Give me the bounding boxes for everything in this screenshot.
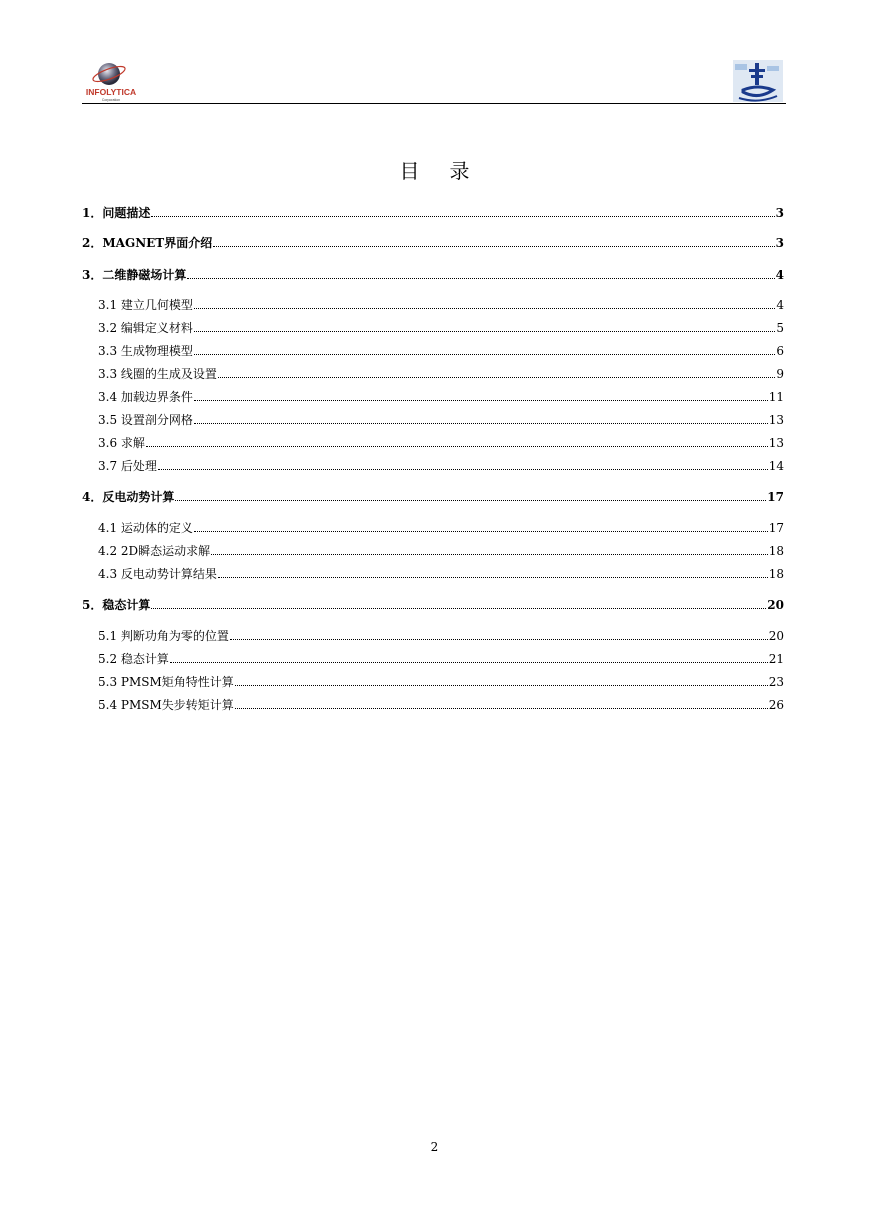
toc-entry[interactable]	[82, 698, 784, 712]
toc-entry[interactable]	[82, 629, 784, 643]
toc-entry-label: 3.6 求解	[98, 436, 145, 450]
toc-entry-page: 18	[768, 544, 784, 558]
toc-entry-label: 5．稳态计算	[82, 598, 151, 612]
toc-entry-page: 21	[768, 652, 784, 666]
toc-dot-leader	[194, 308, 775, 309]
logo-text: INFOLYTICA	[85, 87, 137, 97]
toc-entry-page: 13	[768, 436, 784, 450]
toc-entry-label: 3.7 后处理	[98, 459, 157, 473]
logo-subtext: Corporation	[101, 98, 121, 102]
toc-entry[interactable]	[82, 268, 784, 282]
toc-entry[interactable]	[82, 390, 784, 404]
toc-entry-label: 2．MAGNET界面介绍	[82, 236, 213, 250]
toc-entry-page: 13	[768, 413, 784, 427]
toc-entry-label: 4.2 2D瞬态运动求解	[98, 544, 211, 558]
toc-dot-leader	[158, 469, 768, 470]
infolytica-logo	[82, 60, 140, 102]
toc-entry[interactable]	[82, 490, 784, 504]
toc-dot-leader	[175, 500, 766, 501]
toc-dot-leader	[187, 278, 774, 279]
toc-entry-page: 17	[768, 521, 784, 535]
toc-dot-leader	[218, 577, 768, 578]
toc-entry-label: 3.4 加载边界条件	[98, 390, 193, 404]
toc-entry-label: 3.1 建立几何模型	[98, 298, 193, 312]
toc-entry-page: 23	[768, 675, 784, 689]
toc-entry[interactable]	[82, 298, 784, 312]
toc-dot-leader	[235, 708, 768, 709]
toc-dot-leader	[146, 446, 768, 447]
toc-entry[interactable]	[82, 436, 784, 450]
university-emblem	[733, 60, 783, 102]
toc-entry-page: 9	[776, 367, 784, 381]
toc-entry[interactable]	[82, 652, 784, 666]
toc-entry[interactable]	[82, 544, 784, 558]
toc-entry[interactable]	[82, 598, 784, 612]
toc-entry-label: 1．问题描述	[82, 206, 151, 220]
toc-entry-label: 4.1 运动体的定义	[98, 521, 193, 535]
toc-entry-label: 3.3 线圈的生成及设置	[98, 367, 217, 381]
toc-dot-leader	[211, 554, 768, 555]
toc-dot-leader	[194, 531, 768, 532]
toc-dot-leader	[235, 685, 768, 686]
toc-dot-leader	[151, 216, 774, 217]
toc-entry-page: 3	[775, 206, 784, 220]
toc-entry-label: 4．反电动势计算	[82, 490, 175, 504]
toc-entry-page: 5	[776, 321, 784, 335]
toc-entry[interactable]	[82, 236, 784, 250]
page-title: 目录	[399, 159, 500, 183]
toc-entry-page: 4	[776, 298, 784, 312]
university-emblem-icon	[733, 60, 783, 102]
toc-dot-leader	[194, 400, 768, 401]
toc-entry-page: 17	[767, 490, 784, 504]
toc-dot-leader	[170, 662, 768, 663]
toc-entry-page: 6	[776, 344, 784, 358]
toc-entry[interactable]	[82, 321, 784, 335]
toc-entry-page: 18	[768, 567, 784, 581]
toc-entry[interactable]	[82, 567, 784, 581]
toc-entry-page: 4	[775, 268, 784, 282]
toc-entry-page: 14	[768, 459, 784, 473]
toc-entry[interactable]	[82, 344, 784, 358]
toc-dot-leader	[230, 639, 768, 640]
toc-entry-label: 3．二维静磁场计算	[82, 268, 187, 282]
toc-entry[interactable]	[82, 206, 784, 220]
toc-dot-leader	[151, 608, 766, 609]
toc-entry-label: 3.2 编辑定义材料	[98, 321, 193, 335]
toc-entry-label: 3.5 设置剖分网格	[98, 413, 193, 427]
toc-entry-label: 5.2 稳态计算	[98, 652, 169, 666]
toc-entry-page: 11	[768, 390, 784, 404]
toc-entry[interactable]	[82, 459, 784, 473]
page-number: 2	[430, 1140, 439, 1154]
toc-entry-page: 20	[768, 629, 784, 643]
toc-entry[interactable]	[82, 521, 784, 535]
toc-dot-leader	[194, 423, 768, 424]
toc-dot-leader	[213, 246, 774, 247]
toc-dot-leader	[218, 377, 775, 378]
toc-entry[interactable]	[82, 413, 784, 427]
toc-entry[interactable]	[82, 367, 784, 381]
toc-entry[interactable]	[82, 675, 784, 689]
toc-entry-label: 5.1 判断功角为零的位置	[98, 629, 229, 643]
sphere-logo-icon	[82, 60, 140, 102]
toc-entry-label: 5.3 PMSM矩角特性计算	[98, 675, 234, 689]
toc-dot-leader	[194, 331, 775, 332]
toc-entry-label: 3.3 生成物理模型	[98, 344, 193, 358]
toc-entry-label: 5.4 PMSM失步转矩计算	[98, 698, 234, 712]
toc-dot-leader	[194, 354, 775, 355]
header-rule	[82, 103, 786, 104]
toc-entry-page: 3	[775, 236, 784, 250]
toc-entry-page: 26	[768, 698, 784, 712]
toc-entry-page: 20	[767, 598, 784, 612]
toc-entry-label: 4.3 反电动势计算结果	[98, 567, 217, 581]
